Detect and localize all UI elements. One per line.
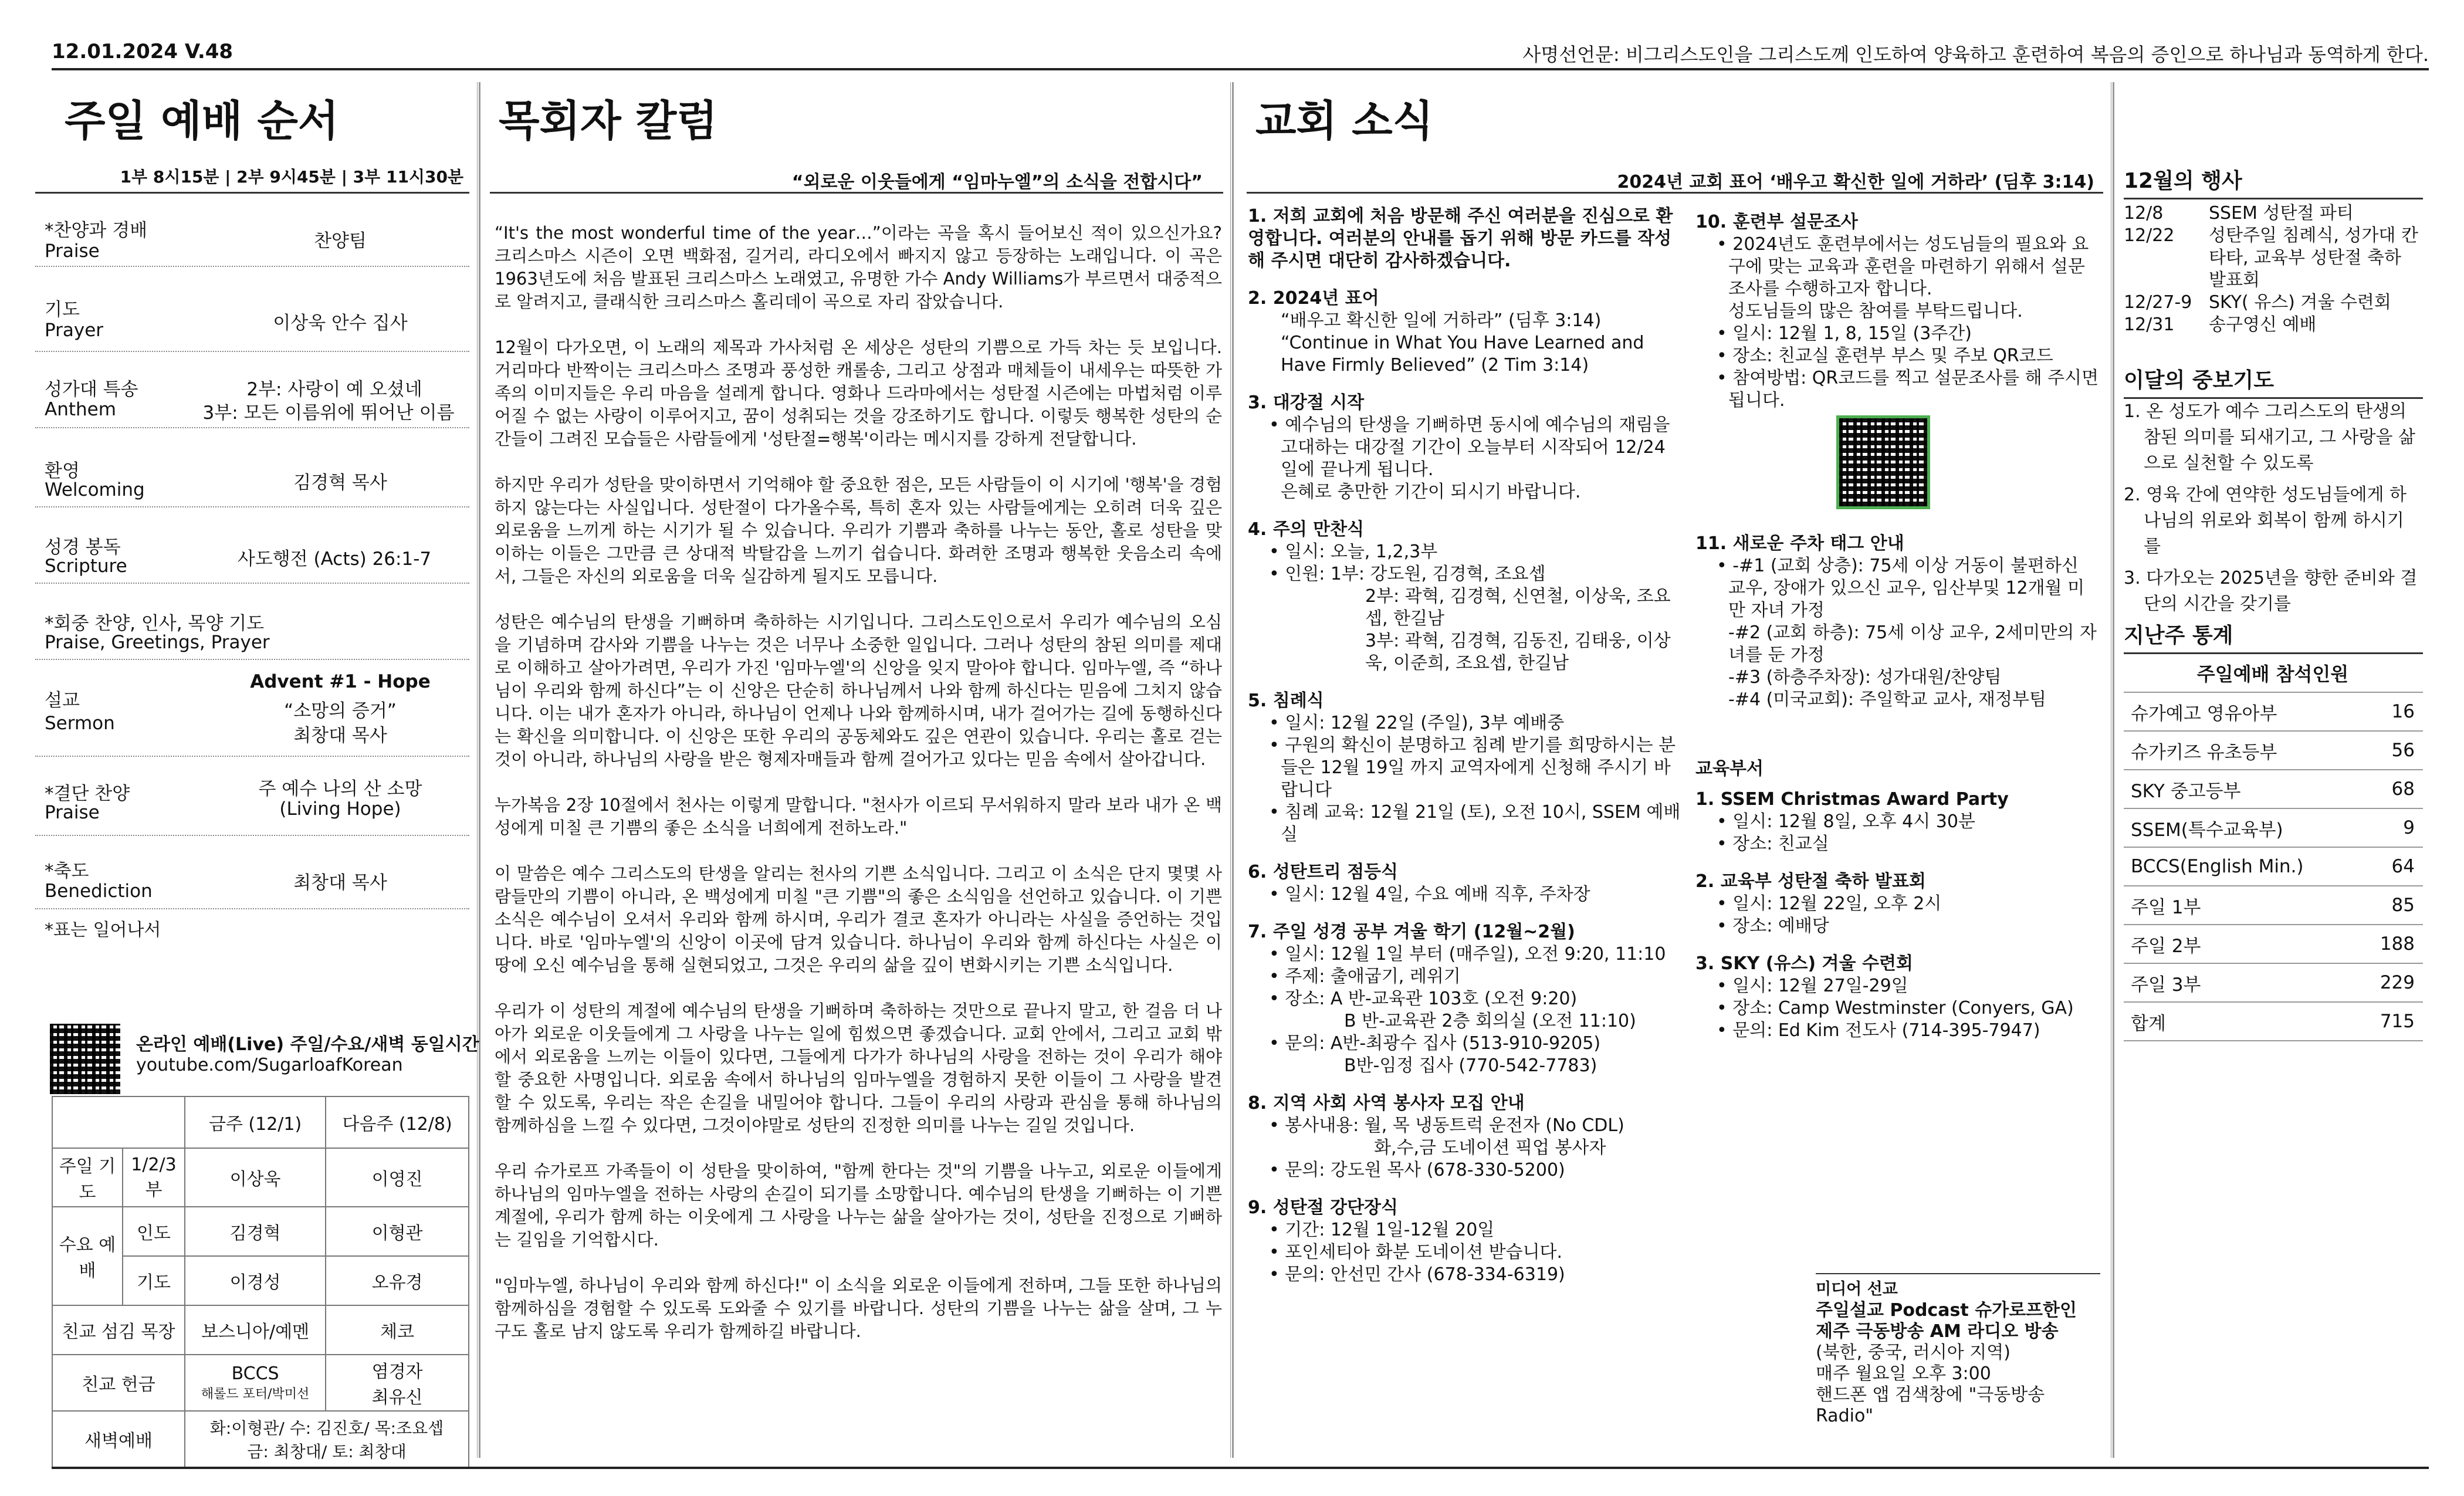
stats-key: BCCS(English Min.) [2131, 856, 2304, 877]
stats-value: 85 [2391, 895, 2415, 916]
news-title: 교회 소식 [1255, 96, 1434, 145]
media-title: 미디어 선교 [1816, 1280, 1898, 1298]
news-col-2 [1695, 211, 2100, 1057]
event-text: SSEM 성탄절 파티 [2209, 203, 2354, 224]
news-heading: 11. 새로운 주차 태그 안내 [1695, 533, 1904, 554]
item-ko: 설교 [45, 690, 80, 711]
news-line: • 문의: A반-최광수 집사 (513-910-9205) [1269, 1033, 1601, 1054]
news-item [1695, 788, 2100, 855]
stats-value: 16 [2391, 701, 2415, 722]
event-text: SKY( 유스) 겨울 수련회 [2209, 292, 2391, 313]
column-paragraph: 이 말씀은 예수 그리스도의 탄생을 알리는 천사의 기쁜 소식입니다. 그리고 이 소식은 단지 몇몇 사람들만의 기쁨이 아니라, 온 백성에게 미칠 "큰 기쁨"의 좋은 소식임을 선언하고 있습니다. 이 기쁜 소식은 예수님이 오셔서 우리와 함께 하시며, 우리가 결코 혼자가 아니라는 사실을 증언하는 것입니다. 바로 '임마누엘'의 신앙이 이곳에 담겨 있습니다. 하나님이 우리와 함께 하신다는 사실은 이 땅에 오신 예수님을 통해 실현되었고, 그것은 우리의 삶을 깊이 변화시키는 기쁜 소식입니다. [495, 864, 1222, 975]
news-line: “Continue in What You Have Learned and Have Firmly Believed” (2 Tim 3:14) [1281, 333, 1644, 375]
item-leader: 사도행전 (Acts) 26:1-7 [237, 549, 432, 570]
stats-row [2124, 886, 2423, 925]
column-divider [2111, 82, 2114, 1458]
prayer-list [2124, 399, 2420, 617]
news-line: • 일시: 12월 1, 8, 15일 (3주간) [1717, 323, 1972, 344]
news-item [1248, 861, 1682, 906]
news-item [1248, 519, 1682, 675]
worship-item [35, 208, 469, 267]
stats-row [2124, 809, 2423, 848]
news-line: • 장소: 친교실 [1717, 834, 1829, 854]
edu-title: 교육부서 [1695, 759, 1764, 779]
news-line: • 장소: 친교실 훈련부 부스 및 주보 QR코드 [1717, 346, 2053, 366]
news-line: • 장소: A 반-교육관 103호 (오전 9:20) [1269, 989, 1578, 1009]
event-text: 성탄주일 침례식, 성가대 칸타타, 교육부 성탄절 축하 발표회 [2209, 225, 2418, 290]
issue-label: 12.01.2024 V.48 [52, 40, 233, 63]
event-date: 12/22 [2124, 225, 2175, 246]
worship-item [35, 669, 469, 757]
media-line: 핸드폰 앱 검색창에 "극동방송 Radio" [1816, 1385, 2045, 1426]
news-line: 2부: 곽혁, 김경혁, 신연철, 이상욱, 조요셉, 한길남 [1365, 586, 1671, 629]
events-title: 12월의 행사 [2124, 164, 2423, 199]
donation-name: BCCS [231, 1363, 279, 1384]
donation-name: 염경자 [371, 1362, 423, 1382]
item-ko: *찬양과 경배 [45, 220, 148, 241]
prayer-title: 이달의 중보기도 [2124, 364, 2423, 399]
stats-value: 188 [2380, 933, 2415, 955]
event-date: 12/31 [2124, 314, 2175, 335]
item-en: Anthem [45, 399, 116, 420]
item-ko: 성경 봉독 [45, 537, 121, 558]
duty-cell: 오유경 [326, 1256, 469, 1305]
event-row [2124, 314, 2423, 336]
dawn-line: 금: 최창대/ 토: 최창대 [247, 1442, 407, 1461]
news-heading: 1. 저희 교회에 처음 방문해 주신 여러분을 진심으로 환영합니다. 여러분의 안내를 돕기 위해 방문 카드를 작성해 주시면 대단히 감사하겠습니다. [1248, 206, 1673, 271]
stats-value: 64 [2391, 856, 2415, 877]
news-line: 은혜로 충만한 기간이 되시기 바랍니다. [1281, 482, 1581, 502]
stats-value: 715 [2380, 1011, 2415, 1032]
news-line: • 예수님의 탄생을 기뻐하면 동시에 예수님의 재림을 고대하는 대강절 기간이 오늘부터 시작되어 12/24일에 끝나게 됩니다. [1269, 415, 1670, 480]
news-heading: 5. 침례식 [1248, 691, 1324, 711]
item-leader: 최창대 목사 [293, 725, 387, 746]
duty-cell: 이형관 [326, 1207, 469, 1256]
column-body [495, 222, 1222, 1366]
event-row [2124, 202, 2423, 225]
news-line: 성도님들의 많은 참여를 부탁드립니다. [1728, 301, 2023, 321]
stats-value: 56 [2391, 740, 2415, 761]
duty-cell [185, 1355, 326, 1411]
item-leader-2: 3부: 모든 이름위에 뛰어난 이름 [202, 402, 455, 424]
news-heading: 6. 성탄트리 점등식 [1248, 862, 1399, 882]
column-paragraph: 성탄은 예수님의 탄생을 기뻐하며 축하하는 시기입니다. 그리스도인으로서 우리가 예수님의 오심을 기념하며 감사와 기쁨을 나누는 것은 너무나 소중한 일입니다. 그러나 성탄의 참된 의미를 제대로 이해하고 살아가려면, 우리가 가진 '임마누엘'의 신앙을 잊지 말아야 합니다. 임마누엘, 즉 “하나님이 우리와 함께 하신다”는 이 신앙은 단순히 하나님께서 나와 함께 하신다는 믿음에 그치지 않습니다. 이는 내가 혼자가 아니라, 하나님이 언제나 나와 함께하시며, 내가 걸어가는 길에 동행하신다는 확신을 의미합니다. 이 신앙은 또한 우리의 공동체와도 깊은 연관이 있습니다. 우리는 홀로 걷는 것이 아니라, 하나님의 사랑을 받은 형제자매들과 함께 걸어가고 있다는 믿음 속에서 살아갑니다. [495, 612, 1222, 769]
column-paragraph: 하지만 우리가 성탄을 맞이하면서 기억해야 할 중요한 점은, 모든 사람들이 이 시기에 '행복'을 경험하지 않는다는 사실입니다. 성탄절이 다가올수록, 특히 혼자 있는 사람들에게는 오히려 더욱 깊은 외로움을 느끼게 하는 시기가 될 수 있습니다. 우리가 기쁨과 축하를 나누는 동안, 홀로 성탄을 맞이하는 이들은 그만큼 큰 상대적 박탈감을 느끼기 쉽습니다. 화려한 조명과 행복한 웃음소리 속에서, 그들은 자신의 외로움을 더욱 실감하게 될지도 모릅니다. [495, 475, 1222, 586]
item-en: Benediction [45, 881, 153, 902]
item-leader: 찬양팀 [314, 231, 367, 252]
news-heading: 8. 지역 사회 사역 봉사자 모집 안내 [1248, 1093, 1525, 1113]
dawn-line: 화:이형관/ 수: 김진호/ 목:조요셉 [209, 1419, 444, 1438]
stats-key: 주일 1부 [2131, 896, 2201, 918]
item-en: Welcoming [45, 479, 145, 500]
prayer-item: 1. 온 성도가 예수 그리스도의 탄생의 참된 의미를 되새기고, 그 사랑을 삶으로 실천할 수 있도록 [2124, 401, 2415, 473]
column-paragraph: 우리가 이 성탄의 계절에 예수님의 탄생을 기뻐하며 축하하는 것만으로 끝나지 말고, 한 걸음 더 나아가 외로운 이웃들에게 그 사랑을 나누는 일에 힘썼으면 좋겠습니다. 교회 안에서, 그리고 교회 밖에서 외로움을 느끼는 이들이 있다면, 그들에게 다가가 하나님의 사랑을 전하는 것이 우리가 해야 할 중요한 사명입니다. 외로움 속에서 하나님의 임마누엘을 경험하지 못한 이들이 그 사랑을 발견할 수 있도록, 우리는 작은 손길을 내밀어야 합니다. 그들이 우리의 사랑과 관심을 통해 하나님의 함께하심을 느낄 수 있다면, 그것이야말로 성탄의 진정한 의미를 나누는 길일 것입니다. [495, 1001, 1222, 1135]
news-heading: 1. SSEM Christmas Award Party [1695, 789, 2009, 810]
item-leader: 김경혁 목사 [293, 472, 387, 493]
duty-cell [185, 1411, 469, 1467]
item-en: Sermon [45, 713, 115, 734]
news-col-1 [1248, 205, 1682, 1301]
news-line: • 문의: 강도원 목사 (678-330-5200) [1269, 1160, 1565, 1180]
stats-value: 229 [2380, 972, 2415, 993]
service-times: 1부 8시15분 | 2부 9시45분 | 3부 11시30분 [120, 167, 463, 187]
col-this-week: 금주 (12/1) [185, 1096, 326, 1148]
worship-item [35, 766, 469, 836]
news-line: -#3 (하층주차장): 성가대원/찬양팀 [1728, 667, 2002, 688]
stats-row [2124, 693, 2423, 732]
news-heading: 4. 주의 만찬식 [1248, 519, 1365, 540]
stats-key: SSEM(특수교육부) [2131, 819, 2283, 841]
stats-value: 68 [2391, 779, 2415, 800]
news-line: • 문의: Ed Kim 전도사 (714-395-7947) [1717, 1020, 2040, 1041]
online-title: 온라인 예배(Live) 주일/수요/새벽 동일시간 [136, 1034, 479, 1055]
news-line: • 일시: 12월 27일-29일 [1717, 976, 1908, 996]
event-text: 송구영신 예배 [2209, 314, 2317, 335]
event-date: 12/27-9 [2124, 292, 2192, 313]
bottom-rule [52, 1467, 2429, 1469]
media-line: 제주 극동방송 AM 라디오 방송 [1816, 1321, 2059, 1342]
media-line: 매주 월요일 오후 3:00 [1816, 1363, 1991, 1384]
stats-key: 슈가키즈 유초등부 [2131, 742, 2277, 763]
news-heading: 7. 주일 성경 공부 겨울 학기 (12월~2월) [1248, 922, 1575, 942]
item-ko: *결단 찬양 [45, 783, 130, 804]
news-line: • 일시: 12월 22일, 오후 2시 [1717, 893, 1942, 914]
media-rule [1816, 1273, 2100, 1274]
duty-label: 친교 섬김 목장 [52, 1305, 185, 1355]
item-ko: 환영 [45, 461, 80, 482]
events-list [2124, 202, 2423, 336]
worship-item [35, 595, 469, 660]
news-line: • 기간: 12월 1일-12월 20일 [1269, 1220, 1495, 1240]
duty-table [52, 1096, 469, 1468]
news-heading: 2. 교육부 성탄절 축하 발표회 [1695, 871, 1926, 892]
news-line: • 장소: 예배당 [1717, 916, 1829, 936]
stats-key: 주일 2부 [2131, 935, 2201, 957]
media-line: 주일설교 Podcast 슈가로프한인 [1816, 1300, 2077, 1321]
item-leader: 주 예수 나의 산 소망 [258, 779, 422, 800]
worship-item [35, 443, 469, 507]
duty-sub: 기도 [123, 1256, 185, 1305]
duty-cell [326, 1355, 469, 1411]
news-line: • 침례 교육: 12월 21일 (토), 오전 10시, SSEM 예배실 [1269, 802, 1681, 845]
stats-key: 주일 3부 [2131, 974, 2201, 996]
item-ko: 기도 [45, 299, 80, 320]
duty-label: 친교 헌금 [52, 1355, 185, 1411]
news-item [1248, 1092, 1682, 1182]
survey-qr-icon [1836, 415, 1930, 509]
news-heading: 2. 2024년 표어 [1248, 288, 1379, 309]
stats-row [2124, 848, 2423, 886]
stats-row [2124, 770, 2423, 809]
item-en: Scripture [45, 556, 127, 577]
news-heading: 9. 성탄절 강단장식 [1248, 1197, 1399, 1218]
news-line: • 참여방법: QR코드를 찍고 설문조사를 해 주시면 됩니다. [1717, 368, 2099, 411]
news-line: • 장소: Camp Westminster (Conyers, GA) [1717, 998, 2074, 1018]
header-bar [52, 35, 2429, 70]
news-line: B 반-교육관 2층 회의실 (오전 11:10) [1344, 1011, 1636, 1031]
column-title: 목회자 칼럼 [499, 96, 717, 145]
news-item [1695, 533, 2100, 711]
duty-label: 새벽예배 [52, 1411, 185, 1467]
duty-label: 수요 예배 [52, 1207, 123, 1305]
event-row [2124, 225, 2423, 292]
news-line: • 일시: 12월 1일 부터 (매주일), 오전 9:20, 11:10 [1269, 944, 1666, 964]
stats-value: 9 [2403, 817, 2415, 838]
duty-cell: 김경혁 [185, 1207, 326, 1256]
worship-title: 주일 예배 순서 [65, 96, 339, 145]
news-line: • 2024년도 훈련부에서는 성도님들의 필요와 요구에 맞는 교육과 훈련을 마련하기 위해서 설문조사를 수행하고자 합니다. [1717, 234, 2089, 299]
stats-row [2124, 732, 2423, 770]
news-item [1248, 287, 1682, 377]
news-item [1695, 211, 2100, 509]
media-box [1816, 1279, 2103, 1427]
stats-key: 합계 [2131, 1013, 2166, 1034]
church-motto: 2024년 교회 표어 ‘배우고 확신한 일에 거하라’ (딤후 3:14) [1617, 172, 2094, 192]
mission-statement: 사명선언문: 비그리스도인을 그리스도께 인도하여 양육하고 훈련하여 복음의 증인으로 하나님과 동역하게 한다. [1522, 43, 2429, 66]
column-paragraph: 우리 슈가로프 가족들이 이 성탄을 맞이하여, "함께 한다는 것"의 기쁨을 나누고, 외로운 이들에게 하나님의 임마누엘을 전하는 사랑의 손길이 되기를 소망합니다. 예수님의 탄생을 기뻐하는 이 기쁜 계절에, 우리가 함께 하는 이웃에게 그 사랑을 나누는 삶을 살아가는 것이, 성탄을 진정으로 기뻐하는 길임을 기억합시다. [495, 1161, 1222, 1250]
event-row [2124, 292, 2423, 314]
news-line: • 문의: 안선민 간사 (678-334-6319) [1269, 1264, 1565, 1285]
duty-sub: 인도 [123, 1207, 185, 1256]
news-line: • 구원의 확신이 분명하고 침례 받기를 희망하시는 분들은 12월 19일 까지 교역자에게 신청해 주시기 바랍니다 [1269, 735, 1676, 800]
news-line: • 인원: 1부: 강도원, 김경혁, 조요셉 [1269, 564, 1546, 584]
stats-row [2124, 964, 2423, 1003]
item-leader: 2부: 사랑이 예 오셨네 [246, 379, 422, 400]
stats-key: SKY 중고등부 [2131, 780, 2241, 802]
duty-cell: 보스니아/예멘 [185, 1305, 326, 1355]
donation-sub: 해롤드 포터/박미선 [201, 1387, 310, 1402]
news-item [1695, 953, 2100, 1042]
news-line: B반-임정 집사 (770-542-7783) [1344, 1055, 1597, 1076]
item-leader: 이상욱 안수 집사 [273, 313, 408, 334]
news-line: -#2 (교회 하층): 75세 이상 교우, 2세미만의 자녀를 둔 가정 [1728, 622, 2097, 665]
news-item [1248, 1197, 1682, 1286]
news-line: “배우고 확신한 일에 거하라” (딤후 3:14) [1281, 310, 1602, 331]
stats-title: 지난주 통계 [2124, 619, 2423, 654]
column-divider [477, 82, 480, 1458]
news-line: • 포인세티아 화분 도네이션 받습니다. [1269, 1242, 1563, 1263]
news-line: • 일시: 12월 8일, 오후 4시 30분 [1717, 811, 1975, 832]
news-line: 3부: 곽혁, 김경혁, 김동진, 김태웅, 이상욱, 이준희, 조요셉, 한길남 [1365, 631, 1671, 673]
news-item [1248, 205, 1682, 272]
news-item [1248, 392, 1682, 503]
news-line: • 일시: 오늘, 1,2,3부 [1269, 541, 1438, 562]
worship-item [35, 842, 469, 909]
news-line: • 주제: 출애굽기, 레위기 [1269, 966, 1461, 987]
item-ko: 성가대 특송 [45, 379, 138, 400]
stats-table [2124, 654, 2423, 1041]
item-en: Praise [45, 241, 100, 262]
news-line: • -#1 (교회 상층): 75세 이상 거동이 불편하신 교우, 장애가 있으신 교우, 임산부및 12개월 미만 자녀 가정 [1717, 556, 2085, 621]
news-line: • 봉사내용: 월, 목 냉동트럭 운전자 (No CDL) [1269, 1115, 1624, 1136]
online-url[interactable]: youtube.com/SugarloafKorean [136, 1055, 403, 1075]
stats-row [2124, 1003, 2423, 1041]
duty-cell: 체코 [326, 1305, 469, 1355]
item-leader-2: (Living Hope) [279, 798, 401, 820]
news-item [1695, 871, 2100, 937]
worship-item [35, 364, 469, 428]
duty-sub: 1/2/3부 [123, 1148, 185, 1207]
column-paragraph: 누가복음 2장 10절에서 천사는 이렇게 말합니다. "천사가 이르되 무서워하지 말라 보라 내가 온 백성에게 미칠 큰 기쁨의 좋은 소식을 너희에게 전하노라." [495, 795, 1222, 838]
media-line: (북한, 중국, 러시아 지역) [1816, 1342, 2011, 1363]
worship-item [35, 282, 469, 352]
news-line: -#4 (미국교회): 주일학교 교사, 재정부팀 [1728, 689, 2046, 710]
sermon-title: “소망의 증거” [284, 700, 397, 722]
qr-code-icon [50, 1024, 120, 1094]
duty-cell: 이경성 [185, 1256, 326, 1305]
news-heading: 3. 대강절 시작 [1248, 392, 1365, 413]
item-en: Praise [45, 802, 100, 823]
stats-key: 슈가예고 영유아부 [2131, 703, 2277, 725]
event-date: 12/8 [2124, 203, 2164, 224]
news-heading: 3. SKY (유스) 겨울 수련회 [1695, 953, 1913, 974]
item-ko: *회중 찬양, 인사, 목양 기도 [45, 613, 265, 634]
news-item [1248, 690, 1682, 846]
column-paragraph: “It's the most wonderful time of the year…”이라는 곡을 혹시 들어보신 적이 있으신가요? 크리스마스 시즌이 오면 백화점, 길거리, 라디오에서 빠지지 않고 등장하는 노래입니다. 이 곡은 1963년도에 처음 발표된 크리스마스 노래였고, 유명한 가수 Andy Williams가 부르면서 대중적으로 알려지고, 클래식한 크리스마스 홀리데이 곡으로 자리 잡았습니다. [495, 223, 1222, 312]
item-leader: 최창대 목사 [293, 872, 387, 893]
news-line: • 일시: 12월 22일 (주일), 3부 예배중 [1269, 713, 1565, 733]
duty-cell: 이상욱 [185, 1148, 326, 1207]
item-ko: *축도 [45, 861, 89, 882]
prayer-item: 2. 영육 간에 연약한 성도님들에게 하나님의 위로와 회복이 함께 하시기를 [2124, 485, 2407, 557]
column-divider [1230, 82, 1234, 1458]
news-line: • 일시: 12월 4일, 수요 예배 직후, 주차장 [1269, 884, 1590, 905]
column-paragraph: "임마누엘, 하나님이 우리와 함께 하신다!" 이 소식을 외로운 이들에게 전하며, 그들 또한 하나님의 함께하심을 경험할 수 있도록 도와줄 수 있기를 바랍니다. 성탄의 기쁨을 나누는 삶을 살며, 그 누구도 홀로 남지 않도록 우리가 함께하길 바랍니다. [495, 1275, 1222, 1341]
prayer-item: 3. 다가오는 2025년을 향한 준비와 결단의 시간을 갖기를 [2124, 568, 2418, 614]
worship-item [35, 519, 469, 584]
sermon-series: Advent #1 - Hope [250, 671, 431, 692]
news-item [1248, 921, 1682, 1077]
stats-subtitle: 주일예배 참석인원 [2124, 654, 2423, 693]
duty-label: 주일 기도 [52, 1148, 123, 1207]
standing-note: *표는 일어나서 [45, 920, 161, 940]
news-heading: 10. 훈련부 설문조사 [1695, 212, 1858, 232]
donation-sub: 최유신 [371, 1387, 423, 1408]
item-en: Prayer [45, 320, 104, 341]
news-line: 화,수,금 도네이션 픽업 봉사자 [1374, 1138, 1606, 1158]
duty-cell: 이영진 [326, 1148, 469, 1207]
column-subtitle: “외로운 이웃들에게 “임마누엘”의 소식을 전합시다” [791, 172, 1203, 192]
item-en: Praise, Greetings, Prayer [45, 632, 270, 653]
col-next-week: 다음주 (12/8) [326, 1096, 469, 1148]
column-paragraph: 12월이 다가오면, 이 노래의 제목과 가사처럼 온 세상은 성탄의 기쁨으로 가득 차는 듯 보입니다. 거리마다 반짝이는 크리스마스 조명과 풍성한 캐롤송, 그리고 상점과 매체들이 내세우는 따뜻한 가족의 이미지들은 우리 마음을 설레게 합니다. 영화나 드라마에서는 성탄절 시즌에는 마법처럼 이루어질 수 없는 사랑이 이루어지고, 꿈이 성취되는 것을 강조하기도 합니다. 이렇듯 행복한 성탄의 순간들이 그려진 모습들은 사람들에게 '성탄절=행복'이라는 메시지를 강하게 전달합니다. [495, 337, 1222, 449]
stats-row [2124, 925, 2423, 964]
